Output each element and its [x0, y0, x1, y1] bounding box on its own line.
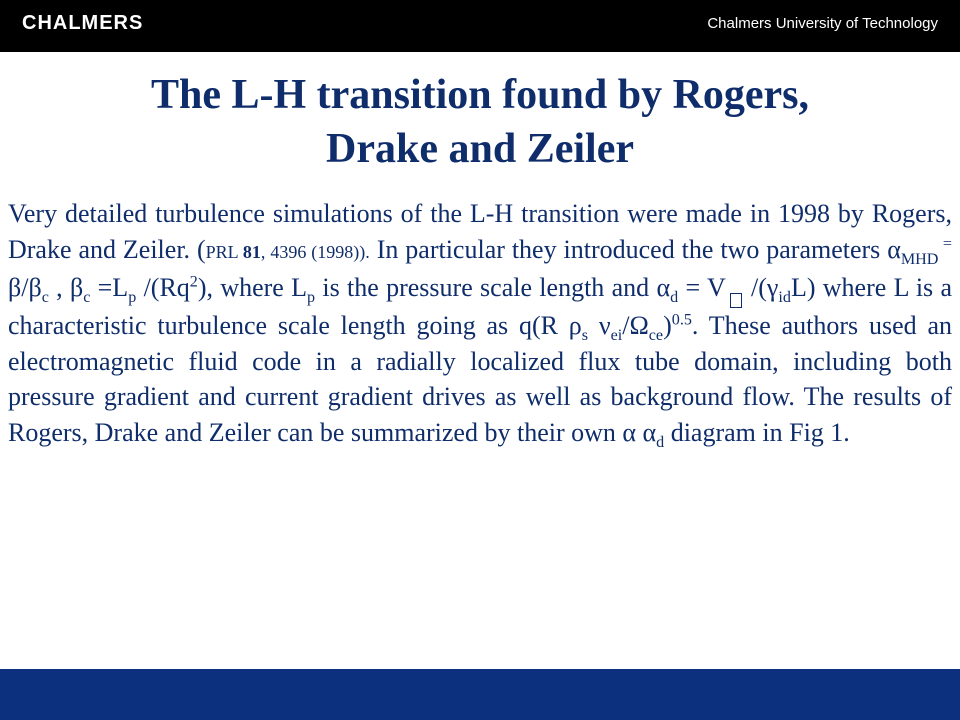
- subscript-id: id: [778, 289, 791, 307]
- text-segment: , β: [48, 273, 84, 302]
- subscript-s: s: [581, 327, 589, 345]
- subscript-ei: ei: [610, 327, 623, 345]
- text-segment: ν: [588, 311, 611, 340]
- body-paragraph: [8, 196, 952, 450]
- text-segment: is the pressure scale length and α: [315, 273, 671, 302]
- text-segment: . These authors used an electromagnetic fluid code in a radially localized flux tube domain, including both pressure gradient and current gradient drives as well as background flow. The results of Rogers, Drake and Zeiler can be summarized by their own α α: [8, 311, 952, 447]
- text-segment: L) where L is a characteristic turbulence scale length going as q(R ρ: [8, 273, 953, 340]
- subscript-mhd: MHD: [900, 250, 939, 268]
- text-segment: β/β: [8, 273, 42, 302]
- text-segment: /Ω: [622, 311, 649, 340]
- slide-title-line-1: The L-H transition found by Rogers,: [150, 72, 810, 118]
- text-segment: /(Rq: [136, 273, 190, 302]
- text-segment: ), where L: [197, 273, 308, 302]
- superscript-equals: =: [938, 234, 952, 252]
- citation: [206, 242, 370, 262]
- subscript-c: c: [83, 289, 91, 307]
- text-segment: /(γ: [743, 273, 779, 302]
- subscript-c: c: [41, 289, 49, 307]
- subscript-ce: ce: [648, 327, 664, 345]
- chalmers-logo: CHALMERS: [22, 12, 144, 34]
- header-bar: [0, 0, 960, 52]
- text-segment: Very detailed turbulence simulations of the L-H transition were made in 1998 by Rogers, Drake and Zeiler. (: [8, 199, 952, 264]
- superscript-2: 2: [189, 273, 198, 291]
- subscript-p: p: [128, 289, 137, 307]
- text-segment: = V: [678, 273, 726, 302]
- footer-bar: [0, 669, 960, 720]
- text-segment: ): [663, 311, 672, 340]
- text-segment: diagram in Fig 1.: [664, 417, 850, 447]
- university-name: Chalmers University of Technology: [707, 15, 938, 32]
- subscript-d: d: [656, 433, 665, 451]
- text-segment: In particular they introduced the two parameters α: [369, 234, 901, 264]
- subscript-d: d: [670, 289, 679, 307]
- slide-title-line-2: Drake and Zeiler: [326, 126, 634, 172]
- citation-rest: , 4396 (1998)).: [260, 241, 370, 262]
- citation-journal: PRL: [205, 241, 243, 262]
- subscript-p: p: [307, 289, 316, 307]
- text-segment: =L: [90, 273, 129, 302]
- superscript-exponent: 0.5: [671, 311, 692, 329]
- missing-glyph-icon: [730, 293, 742, 308]
- citation-volume: 81: [242, 241, 261, 262]
- slide-title: [0, 68, 960, 176]
